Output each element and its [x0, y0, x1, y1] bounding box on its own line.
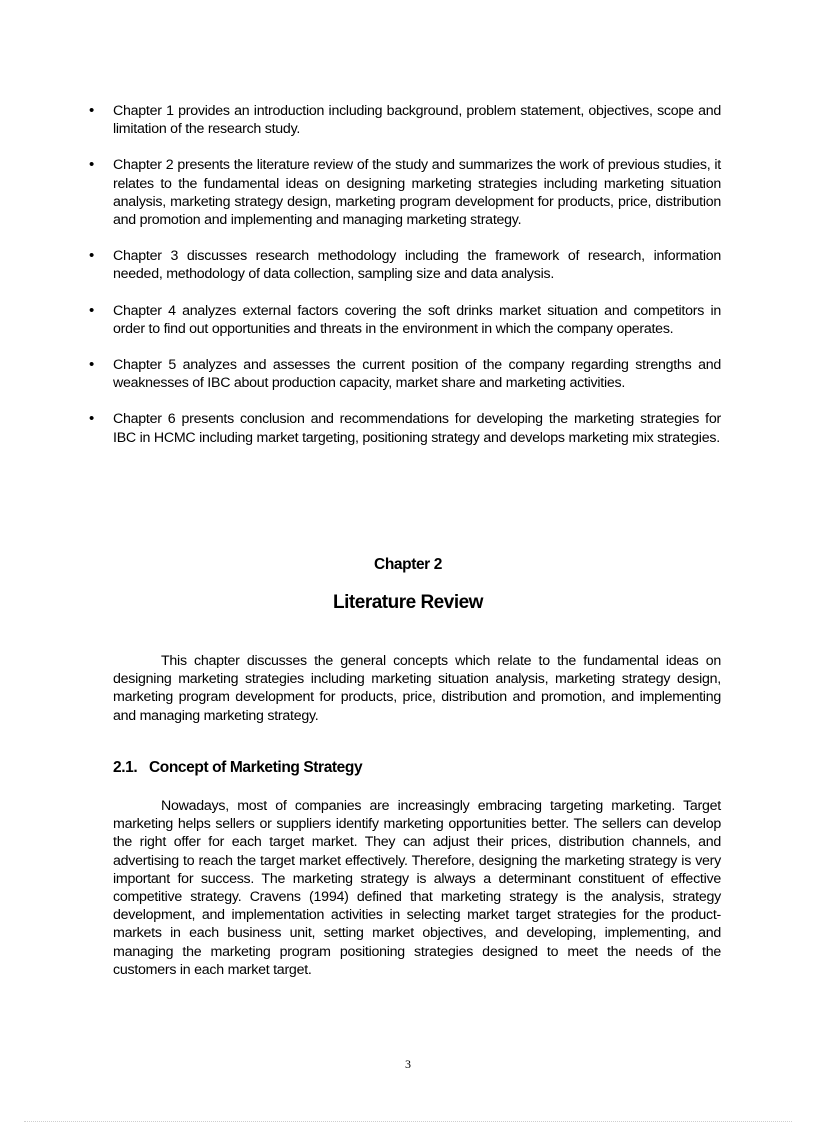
list-item: • Chapter 3 discusses research methodology including the framework of research, information needed, methodology of data collection, sampling size and data analysis.	[113, 247, 721, 283]
chapter-number-heading: Chapter 2	[374, 556, 442, 573]
list-item: • Chapter 6 presents conclusion and recommendations for developing the marketing strategies for IBC in HCMC including market targeting, positioning strategy and develops marketing mix strategies.	[113, 410, 721, 446]
page-boundary-divider	[24, 1121, 792, 1122]
page-number: 3	[405, 1057, 411, 1071]
section-heading	[113, 759, 362, 777]
list-item: • Chapter 5 analyzes and assesses the current position of the company regarding strengths and weaknesses of IBC about production capacity, market share and marketing activities.	[113, 356, 721, 392]
chapter-overview-list	[113, 102, 721, 465]
list-item: • Chapter 1 provides an introduction including background, problem statement, objectives, scope and limitation of the research study.	[113, 102, 721, 138]
chapter-title: Literature Review	[333, 592, 483, 613]
section-body-paragraph: Nowadays, most of companies are increasingly embracing targeting marketing. Target marketing helps sellers or suppliers identify marketing opportunities better. The sellers can develop the right offer for each target market. They can adjust their prices, distribution channels, and advertising to reach the target market effectively. Therefore, designing the marketing strategy is very important for success. The marketing strategy is always a determinant constituent of effective competitive strategy. Cravens (1994) defined that marketing strategy is the analysis, strategy development, and implementation activities in selecting market target strategies for the product-markets in each business unit, setting market objectives, and developing, implementing, and managing the marketing program positioning strategies designed to meet the needs of the customers in each market target.	[113, 798, 721, 978]
list-item: • Chapter 2 presents the literature review of the study and summarizes the work of previous studies, it relates to the fundamental ideas on designing marketing strategies including marketing situation analysis, marketing strategy design, marketing program development for products, price, distribution and promotion and implementing and managing marketing strategy.	[113, 156, 721, 229]
section-title: Concept of Marketing Strategy	[149, 759, 363, 776]
chapter-intro-paragraph: This chapter discusses the general concepts which relate to the fundamental ideas on designing marketing strategies including marketing situation analysis, marketing strategy design, marketing program development for products, price, distribution and promotion, and implementing and managing marketing strategy.	[113, 653, 721, 724]
list-item: • Chapter 4 analyzes external factors covering the soft drinks market situation and competitors in order to find out opportunities and threats in the environment in which the company operates.	[113, 302, 721, 338]
section-number: 2.1.	[113, 759, 138, 776]
